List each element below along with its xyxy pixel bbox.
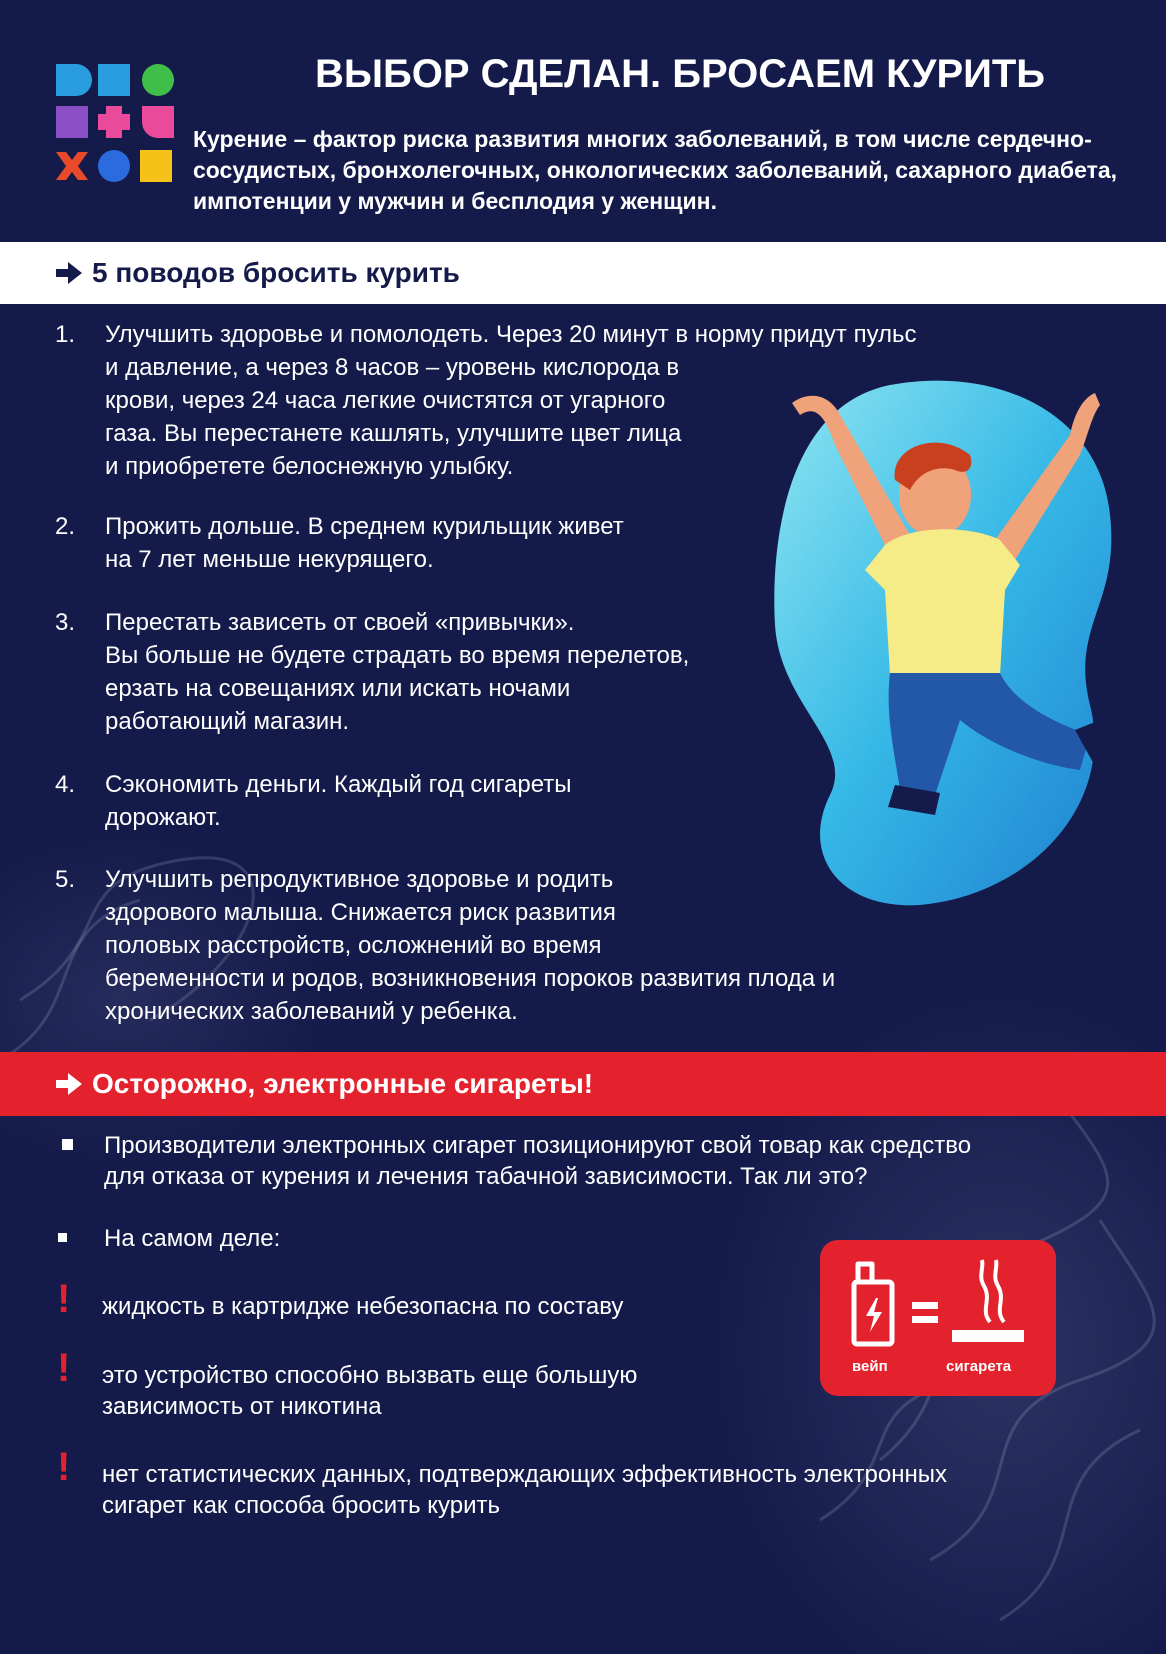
warning-mark: ! bbox=[57, 1346, 71, 1390]
list-number: 2. bbox=[55, 513, 76, 540]
vape-icon bbox=[820, 1240, 1056, 1360]
warning-text: это устройство способно вызвать еще большую зависимость от никотина bbox=[102, 1362, 638, 1420]
ecig-bullet-text: На самом деле: bbox=[104, 1225, 281, 1252]
warning-mark: ! bbox=[57, 1277, 71, 1321]
list-text: Улучшить здоровье и помолодеть. Через 20 минут в норму придут пульс и давление, а через 8 часов – уровень кислорода в крови, через 24 часа легкие очистятся от угарного газа. Вы перестанете кашлять, улучшите цвет лица и приобретете белоснежную улыбку. bbox=[105, 321, 917, 480]
cigarette-label: сигарета bbox=[946, 1358, 1012, 1375]
reasons-heading: 5 поводов бросить курить bbox=[92, 257, 460, 288]
arrow-right-icon bbox=[56, 262, 82, 284]
list-number: 4. bbox=[55, 771, 76, 798]
bullet-square bbox=[62, 1139, 73, 1150]
list-text: Прожить дольше. В среднем курильщик живет на 7 лет меньше некурящего. bbox=[105, 513, 624, 573]
warning-mark: ! bbox=[57, 1445, 71, 1489]
vape-label: вейп bbox=[852, 1358, 888, 1375]
list-text: Сэкономить деньги. Каждый год сигареты дорожают. bbox=[105, 771, 572, 831]
vape-equals-cigarette-card bbox=[820, 1240, 1056, 1396]
list-text: Улучшить репродуктивное здоровье и родить здорового малыша. Снижается риск развития половых расстройств, осложнений во время беременности и родов, возникновения пороков развития плода и хронических заболеваний у ребенка. bbox=[105, 866, 836, 1025]
list-number: 1. bbox=[55, 321, 76, 348]
cigarette-icon bbox=[952, 1260, 1024, 1342]
logo-icon bbox=[52, 60, 176, 184]
list-text: Перестать зависеть от своей «привычки». Вы больше не будете страдать во время перелетов, ерзать на совещаниях или искать ночами работающий магазин. bbox=[105, 609, 690, 735]
warning-text: нет статистических данных, подтверждающих эффективность электронных сигарет как способа бросить курить bbox=[102, 1461, 947, 1519]
arrow-right-icon bbox=[56, 1073, 82, 1095]
intro-text: Курение – фактор риска развития многих заболеваний, в том числе сердечно-сосудистых, бронхолегочных, онкологических заболеваний, сахарного диабета, импотенции у мужчин и бесплодия у женщин. bbox=[193, 126, 1118, 214]
list-number: 5. bbox=[55, 866, 76, 893]
bullet-square bbox=[58, 1233, 67, 1242]
reasons-heading-band bbox=[0, 242, 1166, 304]
ecig-heading: Осторожно, электронные сигареты! bbox=[92, 1068, 594, 1099]
page-title: ВЫБОР СДЕЛАН. БРОСАЕМ КУРИТЬ bbox=[314, 52, 1046, 96]
warning-text: жидкость в картридже небезопасна по составу bbox=[102, 1293, 624, 1320]
ecig-bullet-text: Производители электронных сигарет позиционируют свой товар как средство для отказа от курения и лечения табачной зависимости. Так ли это? bbox=[104, 1132, 972, 1190]
ecig-heading-band bbox=[0, 1052, 1166, 1116]
list-number: 3. bbox=[55, 609, 76, 636]
